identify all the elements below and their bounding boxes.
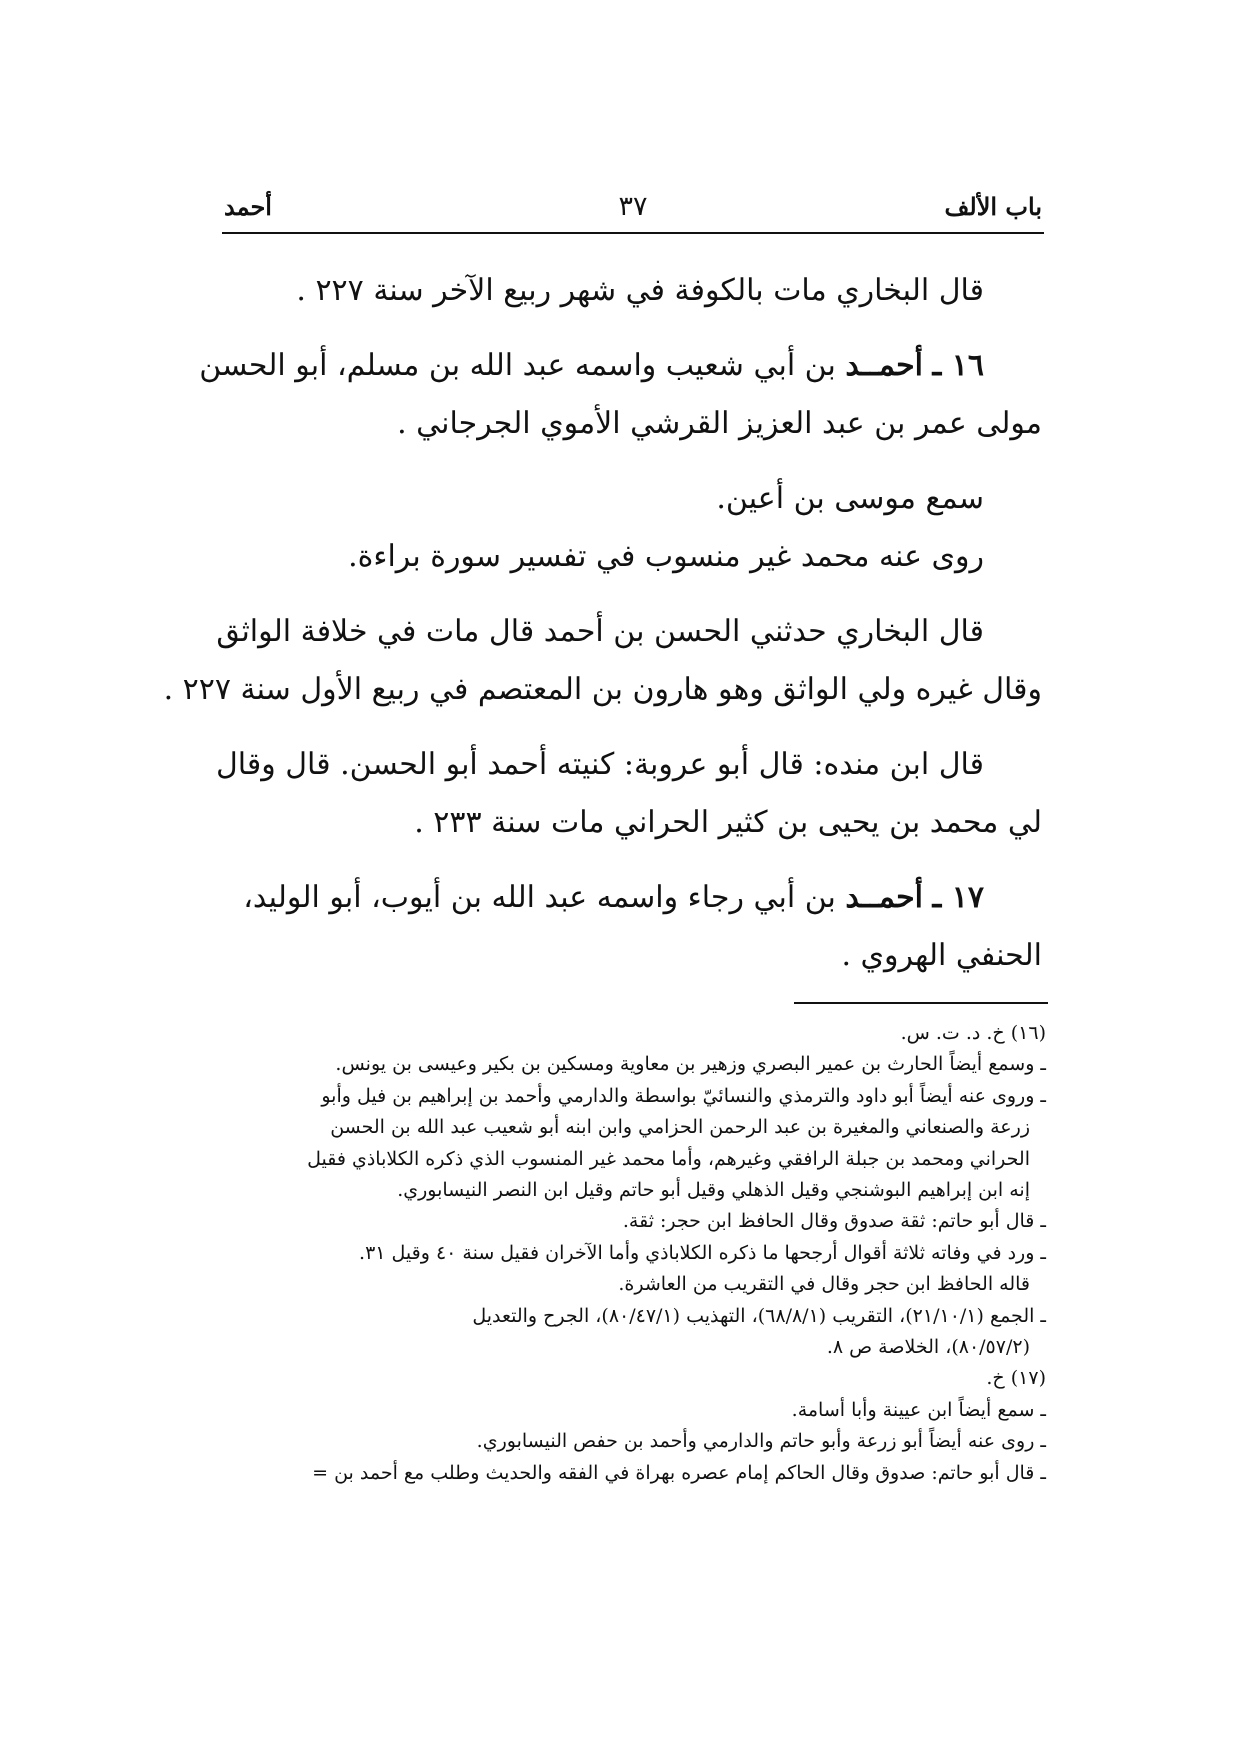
footnote-line: ـ وروى عنه أيضاً أبو داود والترمذي والنسائيّ بواسطة والدارمي وأحمد بن إبراهيم بن فيل وأبو [321,1084,1046,1107]
footnote-line: (٨٠/٥٧/٢)، الخلاصة ص ٨. [826,1336,1030,1359]
chapter-title: باب الألف [944,192,1042,221]
footnote-line: زرعة والصنعاني والمغيرة بن عبد الرحمن الحزامي وابن ابنه أبو شعيب عبد الله بن الحسن [330,1116,1030,1139]
footnotes [210,1018,1046,1489]
paragraph: روى عنه محمد غير منسوب في تفسير سورة براءة. [348,539,984,574]
entry-heading-name: أحمــد [845,880,923,915]
header-rule [222,232,1044,234]
footnote-line: قاله الحافظ ابن حجر وقال في التقريب من العاشرة. [618,1273,1030,1296]
main-text [163,262,1042,1002]
page-number: ٣٧ [618,191,648,222]
paragraph-continuation: مولى عمر بن عبد العزيز القرشي الأموي الجرجاني . [397,406,1042,441]
footnote-line: إنه ابن إبراهيم البوشنجي وقيل الذهلي وقيل أبو حاتم وقيل ابن النصر النيسابوري. [397,1179,1030,1202]
footnote-line: ـ قال أبو حاتم: ثقة صدوق وقال الحافظ ابن حجر: ثقة. [622,1210,1046,1233]
footnote-line: ـ قال أبو حاتم: صدوق وقال الحاكم إمام عصره بهراة في الفقه والحديث وطلب مع أحمد بن = [312,1461,1046,1484]
entry-name: أحمد [224,192,272,221]
footnote-line: ـ سمع أيضاً ابن عيينة وأبا أسامة. [791,1398,1046,1421]
running-header [224,190,1042,234]
paragraph-continuation: وقال غيره ولي الواثق وهو هارون بن المعتصم في ربيع الأول سنة ٢٢٧ . [163,672,1042,707]
entry-number: ١٧ ـ [932,880,984,915]
footnote-line: (١٦) خ. د. ت. س. [900,1022,1046,1044]
paragraph: قال البخاري مات بالكوفة في شهر ربيع الآخر سنة ٢٢٧ . [296,273,984,308]
paragraph-continuation: لي محمد بن يحيى بن كثير الحراني مات سنة ٢٣٣ . [414,805,1042,840]
footnote-line: ـ روى عنه أيضاً أبو زرعة وأبو حاتم والدارمي وأحمد بن حفص النيسابوري. [476,1430,1046,1453]
entry-heading-paragraph: ١٦ ـ أحمــد بن أبي شعيب واسمه عبد الله بن مسلم، أبو الحسن [199,348,984,383]
footnote-line: ـ وسمع أيضاً الحارث بن عمير البصري وزهير بن معاوية ومسكين بن بكير وعيسى بن يونس. [335,1053,1046,1076]
footnote-separator [794,1002,1048,1004]
footnote-line: (١٧) خ. [986,1367,1046,1390]
entry-heading-paragraph: ١٧ ـ أحمــد بن أبي رجاء واسمه عبد الله بن أيوب، أبو الوليد، [243,880,984,915]
entry-number: ١٦ ـ [932,348,984,383]
paragraph-continuation: الحنفي الهروي . [841,938,1042,973]
footnote-line: الحراني ومحمد بن جبلة الرافقي وغيرهم، وأما محمد غير المنسوب الذي ذكره الكلاباذي فقيل [307,1147,1030,1170]
paragraph: قال ابن منده: قال أبو عروبة: كنيته أحمد أبو الحسن. قال وقال [215,747,984,782]
entry-heading-name: أحمــد [845,348,923,383]
footnote-line: ـ ورد في وفاته ثلاثة أقوال أرجحها ما ذكره الكلاباذي وأما الآخران فقيل سنة ٤٠ وقيل ٣١. [359,1241,1046,1264]
paragraph: سمع موسى بن أعين. [716,481,984,516]
footnote-line: ـ الجمع (٢١/١٠/١)، التقريب (٦٨/٨/١)، التهذيب (٨٠/٤٧/١)، الجرح والتعديل [472,1304,1046,1327]
paragraph: قال البخاري حدثني الحسن بن أحمد قال مات في خلافة الواثق [216,614,984,649]
